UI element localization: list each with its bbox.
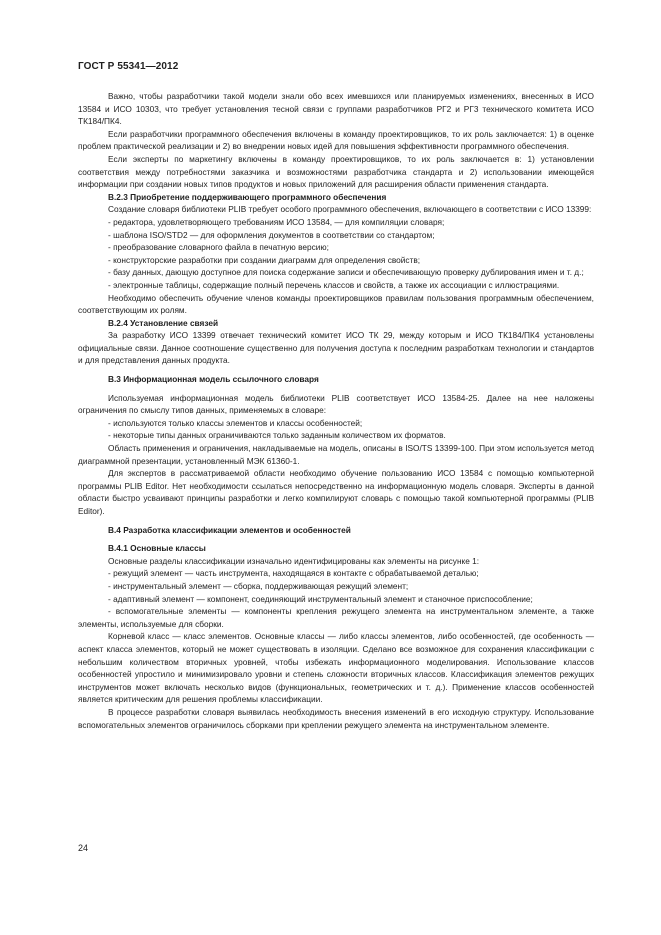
- list-item: - вспомогательные элементы — компоненты крепления режущего элемента на инструментальном элементе, а также элементы, используемые для сборки.: [78, 606, 594, 629]
- paragraph: Если эксперты по маркетингу включены в команду проектировщиков, то их роль заключается в: 1) установлении соответствия между потребностями заказчика и возможностями разработчика стандарта и 2) использовании имеющейся информации при создании новых типов продуктов и новых приложений для расширения области применения стандарта.: [78, 153, 594, 190]
- list-item: - некоторые типы данных ограничиваются только заданным количеством их форматов.: [108, 430, 446, 441]
- paragraph: Создание словаря библиотеки PLIB требует особого программного обеспечения, включающего в соответствии с ИСО 13399:: [108, 204, 592, 215]
- list-item: - электронные таблицы, содержащие полный перечень классов и свойств, а также их ассоциации с иллюстрациями.: [108, 279, 560, 290]
- section-heading-b24: В.2.4 Установление связей: [108, 317, 219, 328]
- paragraph: В процессе разработки словаря выявилась необходимость внесения изменений в его исходную структуру. Использование вспомогательных элементов ограничилось сборками при креплении режущего элемента на инструментальном элементе.: [78, 706, 594, 730]
- list-item: - преобразование словарного файла в печатную версию;: [108, 242, 329, 253]
- list-item: - инструментальный элемент — сборка, поддерживающая режущий элемент;: [108, 580, 409, 591]
- document-body: [78, 90, 594, 731]
- paragraph: Если разработчики программного обеспечения включены в команду проектировщиков, то их роль заключается: 1) в оценке проблем практической реализации и 2) во внедрении новых идей для повышения эффективности программного обеспечения.: [78, 128, 594, 152]
- paragraph: Основные разделы классификации изначально идентифицированы как элементы на рисунке 1:: [108, 555, 480, 566]
- paragraph: Для экспертов в рассматриваемой области необходимо обучение пользованию ИСО 13584 с помощью компьютерной программы PLIB Editor. Нет необходимости ссылаться непосредственно на информационную модель словаря. Эксперты в данной области быстро усваивают принципы разработки и легко компилируют словарь с помощью такой компьютерной программы (PLIB Editor).: [78, 468, 594, 516]
- paragraph: За разработку ИСО 13399 отвечает технический комитет ИСО ТК 29, между которым и ИСО ТК184/ПК4 установлены официальные связи. Данное соотношение существенно для получения доступа к последним разработкам технологии и стандартов и для представления данных продукта.: [78, 330, 594, 366]
- list-item: - конструкторские разработки при создании диаграмм для определения свойств;: [108, 254, 421, 265]
- section-heading-b3: В.3 Информационная модель ссылочного словаря: [108, 374, 319, 385]
- list-item: - редактора, удовлетворяющего требованиям ИСО 13584, — для компиляции словаря;: [108, 216, 445, 227]
- paragraph: Важно, чтобы разработчики такой модели знали обо всех имевшихся или планируемых изменениях, внесенных в ИСО 13584 и ИСО 10303, что требует установления тесной связи с группами разработчиков РГ2 и РГ3 технического комитета ИСО ТК184/ПК4.: [78, 91, 594, 127]
- list-item: - используются только классы элементов и классы особенностей;: [108, 417, 363, 428]
- paragraph: Необходимо обеспечить обучение членов команды проектировщиков правилам пользования программным обеспечением, соответствующим их ролям.: [78, 292, 594, 316]
- section-heading-b41: В.4.1 Основные классы: [108, 543, 206, 554]
- list-item: - шаблона ISO/STD2 — для оформления документов в соответствии со стандартом;: [108, 229, 435, 240]
- paragraph: Корневой класс — класс элементов. Основные классы — либо классы элементов, либо особенностей, где особенность — аспект класса элементов, который не может существовать в изоляции. Сделано все возможное для сохранения классификации с небольшим количеством вторичных уровней, чтобы избежать информационного моделирования. Использование классов особенностей упростило и минимизировало уровни и степень сложности вторичных классов. Классификация элементов режущих инструментов может включать несколько видов (функциональных, геометрических и т. д.). Применение классов особенностей является критическим для решения проблемы классификации.: [78, 631, 594, 705]
- list-item: - базу данных, дающую доступное для поиска содержание записи и обеспечивающую проверку дублирования имен и т. д.;: [108, 267, 584, 278]
- list-item: - адаптивный элемент — компонент, соединяющий инструментальный элемент и станочное приспособление;: [108, 593, 533, 604]
- document-header: ГОСТ Р 55341—2012: [78, 61, 179, 72]
- section-heading-b4: В.4 Разработка классификации элементов и особенностей: [108, 524, 351, 535]
- paragraph: Используемая информационная модель библиотеки PLIB соответствует ИСО 13584-25. Далее на нее наложены ограничения по смыслу типов данных, применяемых в словаре:: [78, 392, 594, 416]
- page-number: 24: [78, 843, 89, 853]
- section-heading-b23: В.2.3 Приобретение поддерживающего программного обеспечения: [108, 191, 387, 202]
- list-item: - режущий элемент — часть инструмента, находящаяся в контакте с обрабатываемой деталью;: [108, 568, 479, 579]
- paragraph: Область применения и ограничения, накладываемые на модель, описаны в ISO/TS 13399-100. При этом используется метод диаграммной презентации, установленный МЭК 61360-1.: [78, 443, 594, 466]
